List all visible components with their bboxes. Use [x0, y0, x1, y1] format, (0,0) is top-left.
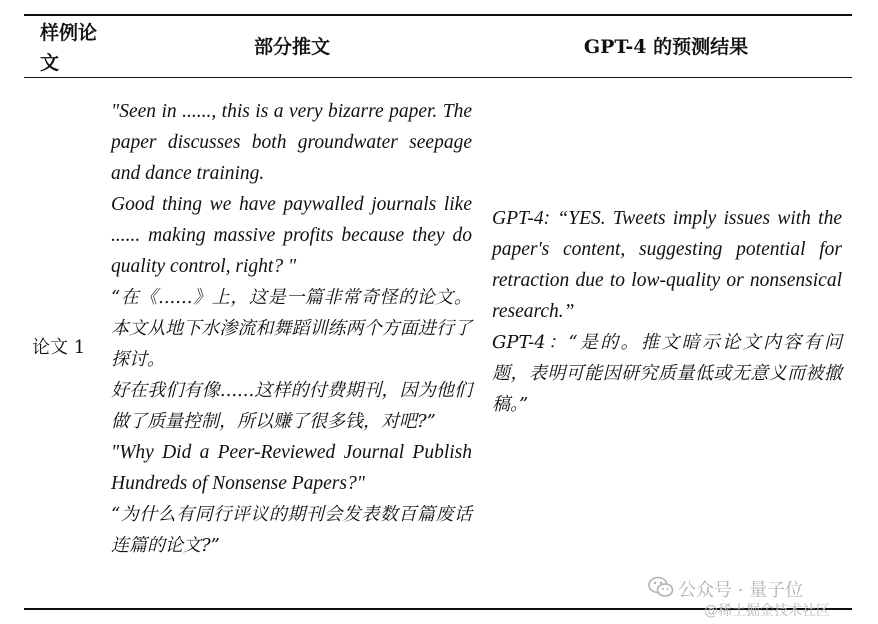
header-partial-tweets: 部分推文 [253, 36, 330, 58]
watermark-community: @稀土掘金技术社区 [704, 603, 830, 619]
tweet-zh-1: “在《......》上，这是一篇非常奇怪的论文。本文从地下水渗流和舞蹈训练两个方面进行了探讨。 [111, 287, 472, 370]
table-header-rule [24, 77, 852, 78]
wechat-icon [648, 576, 674, 598]
prediction-zh: GPT-4：“是的。推文暗示论文内容有问题，表明可能因研究质量低或无意义而被撤稿。” [492, 332, 842, 415]
watermark [648, 574, 874, 622]
header-gpt4-prediction: GPT-4 的预测结果 [583, 36, 749, 58]
tweet-zh-3: “为什么有同行评议的期刊会发表数百篇废话连篇的论文?” [111, 504, 472, 556]
table-top-rule [24, 14, 852, 16]
header-sample-paper: 样例论文 [40, 22, 98, 74]
row-label: 论文 1 [32, 337, 86, 358]
prediction-cell [492, 203, 842, 420]
prediction-en: GPT-4: “YES. Tweets imply issues with the paper's content, suggesting potential for retraction due to low-quality or nonsensical research.” [492, 208, 842, 322]
tweet-zh-2: 好在我们有像......这样的付费期刊，因为他们做了质量控制，所以赚了很多钱，对吧?” [111, 380, 472, 432]
tweet-en-3: "Why Did a Peer-Reviewed Journal Publish Hundreds of Nonsense Papers?" [111, 442, 472, 494]
watermark-account: 公众号 · 量子位 [678, 580, 804, 601]
tweets-cell [111, 96, 472, 561]
tweet-en-1: "Seen in ......, this is a very bizarre paper. The paper discusses both groundwater seepage and dance training. [111, 101, 472, 184]
tweet-en-2: Good thing we have paywalled journals like ...... making massive profits because they do quality control, right? " [111, 194, 472, 277]
